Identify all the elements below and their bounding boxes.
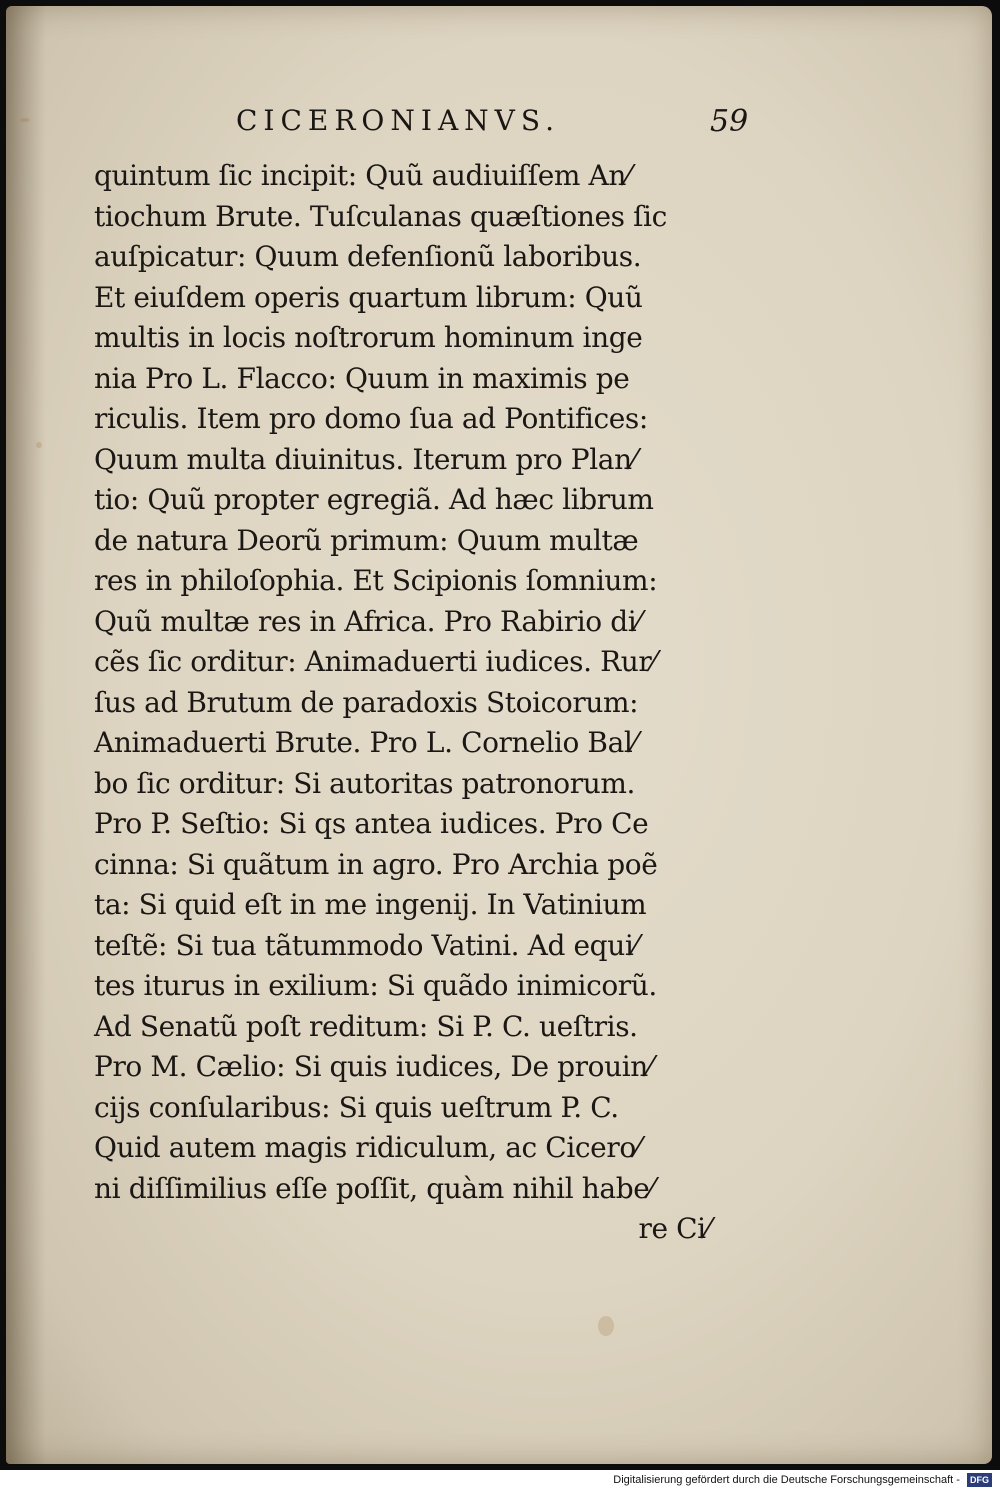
text-line: tiochum Brute. Tuſculanas quæſtiones ſic xyxy=(94,199,667,233)
book-page xyxy=(6,6,992,1464)
paper-stain xyxy=(20,118,30,122)
text-line: teſtẽ: Si tua tãtummodo Vatini. Ad equi⁄ xyxy=(94,928,638,962)
text-line: ni diſſimilius eſſe poſſit, quàm nihil habe⁄ xyxy=(94,1171,654,1205)
text-line: tes iturus in exilium: Si quãdo inimicorũ. xyxy=(94,969,657,1002)
text-line: multis in locis noſtrorum hominum inge xyxy=(94,321,643,354)
text-line: de natura Deorũ primum: Quum multæ xyxy=(94,523,639,557)
text-line: auſpicatur: Quum defenſionũ laboribus. xyxy=(94,240,642,273)
text-line: riculis. Item pro domo ſua ad Pontifices: xyxy=(94,402,648,435)
funding-credit: Digitalisierung gefördert durch die Deutsche Forschungsgemeinschaft - xyxy=(613,1474,960,1487)
text-line: ſus ad Brutum de paradoxis Stoicorum: xyxy=(94,685,639,719)
dfg-logo-icon: DFG xyxy=(967,1473,992,1487)
text-line: cinna: Si quãtum in agro. Pro Archia poẽ xyxy=(94,847,658,881)
text-line: Quid autem magis ridiculum, ac Cicero⁄ xyxy=(94,1131,641,1164)
page-number: 59 xyxy=(710,104,749,139)
text-line: Et eiuſdem operis quartum librum: Quũ xyxy=(94,280,643,314)
running-title: CICERONIANVS. xyxy=(236,104,560,137)
text-line: bo ſic orditur: Si autoritas patronorum. xyxy=(94,766,636,800)
text-line: Quũ multæ res in Africa. Pro Rabirio di⁄ xyxy=(94,604,641,638)
page-header xyxy=(236,104,756,144)
text-line: Quum multa diuinitus. Iterum pro Plan⁄ xyxy=(94,442,636,476)
text-line: tio: Quũ propter egregiã. Ad hæc librum xyxy=(94,483,654,516)
text-line: Pro P. Seſtio: Si qs antea iudices. Pro Ce xyxy=(94,807,649,840)
text-line: Ad Senatũ poſt reditum: Si P. C. ueſtris. xyxy=(94,1009,638,1043)
catchword: re Ci⁄ xyxy=(638,1212,710,1245)
text-line: res in philoſophia. Et Scipionis ſomnium: xyxy=(94,564,658,597)
body-text xyxy=(94,156,734,1250)
text-line: cijs conſularibus: Si quis ueſtrum P. C. xyxy=(94,1090,619,1124)
text-line: Animaduerti Brute. Pro L. Cornelio Bal⁄ xyxy=(94,726,637,759)
text-line: Pro M. Cælio: Si quis iudices, De prouin⁄ xyxy=(94,1050,653,1083)
paper-stain xyxy=(36,442,42,448)
text-line: ta: Si quid eſt in me ingenij. In Vatinium xyxy=(94,888,647,921)
digitization-footer xyxy=(0,1470,1000,1490)
text-line: nia Pro L. Flacco: Quum in maximis pe xyxy=(94,361,630,395)
page-gutter-shadow xyxy=(6,6,46,1464)
text-line: cẽs ſic orditur: Animaduerti iudices. Rur⁄ xyxy=(94,645,656,678)
paper-stain xyxy=(598,1316,614,1336)
text-line: quintum ſic incipit: Quũ audiuiſſem An⁄ xyxy=(94,159,631,192)
